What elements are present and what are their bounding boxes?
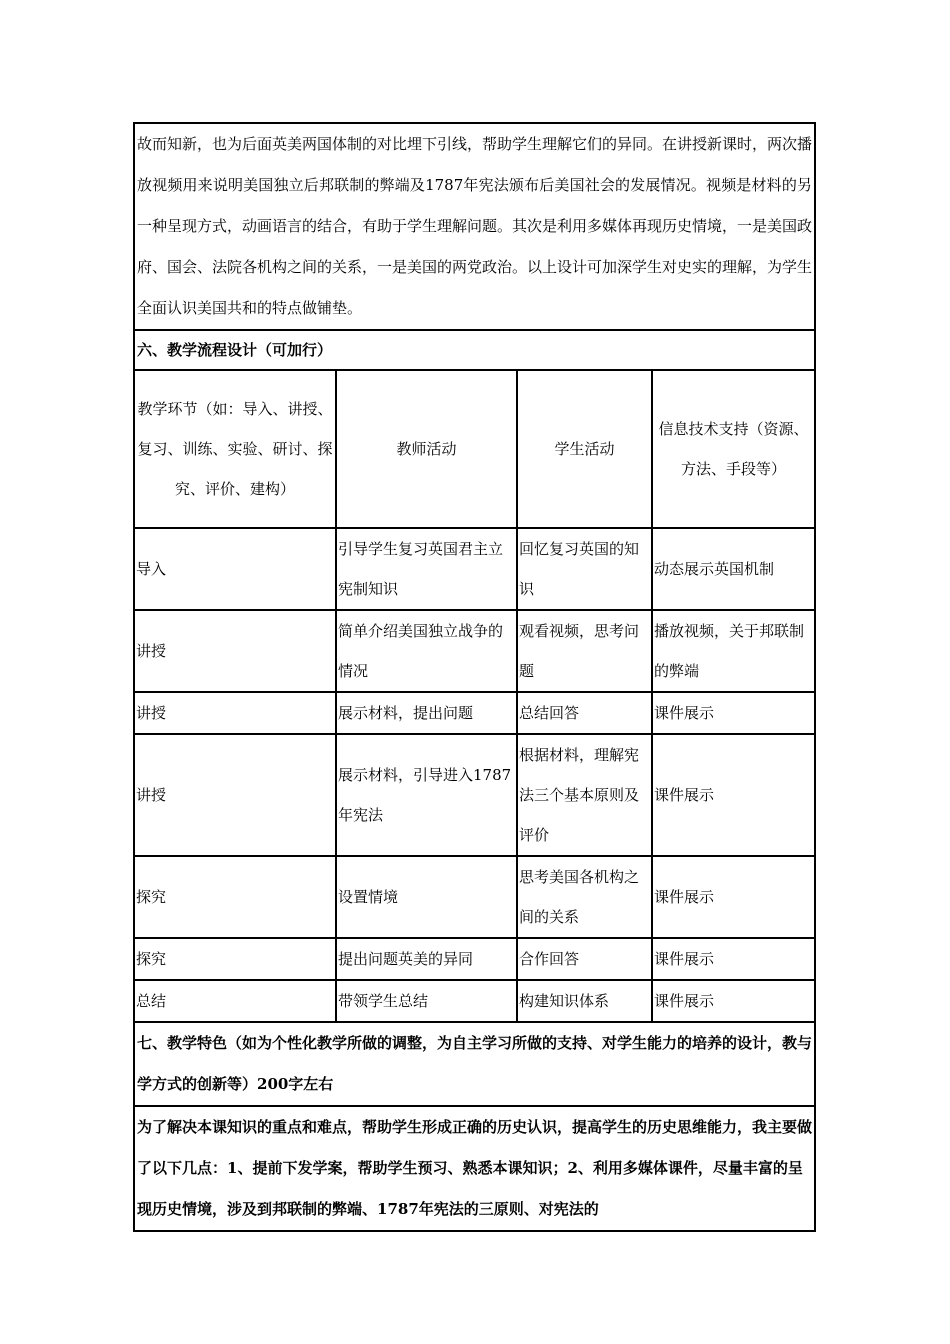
table-row	[134, 938, 815, 980]
cell-teacher: 设置情境	[336, 856, 517, 938]
col-header-tech: 信息技术支持（资源、方法、手段等）	[652, 370, 815, 528]
table-row	[134, 692, 815, 734]
lesson-plan-table	[133, 122, 816, 1232]
cell-stage: 探究	[134, 938, 336, 980]
cell-teacher: 提出问题英美的异同	[336, 938, 517, 980]
section6-title: 六、教学流程设计（可加行）	[134, 330, 815, 370]
cell-teacher: 展示材料，提出问题	[336, 692, 517, 734]
cell-teacher: 展示材料，引导进入1787年宪法	[336, 734, 517, 856]
cell-tech: 课件展示	[652, 692, 815, 734]
cell-student: 构建知识体系	[517, 980, 652, 1022]
cell-student: 总结回答	[517, 692, 652, 734]
cell-teacher: 简单介绍美国独立战争的情况	[336, 610, 517, 692]
section6-header-row	[134, 330, 815, 370]
cell-tech: 播放视频，关于邦联制的弊端	[652, 610, 815, 692]
cell-stage: 讲授	[134, 610, 336, 692]
cell-stage: 总结	[134, 980, 336, 1022]
column-header-row	[134, 370, 815, 528]
cell-stage: 探究	[134, 856, 336, 938]
col-header-student: 学生活动	[517, 370, 652, 528]
cell-student: 观看视频，思考问题	[517, 610, 652, 692]
cell-tech: 课件展示	[652, 856, 815, 938]
cell-stage: 讲授	[134, 734, 336, 856]
cell-tech: 动态展示英国机制	[652, 528, 815, 610]
col-header-stage: 教学环节（如：导入、讲授、复习、训练、实验、研讨、探究、评价、建构）	[134, 370, 336, 528]
cell-teacher: 引导学生复习英国君主立宪制知识	[336, 528, 517, 610]
cell-stage: 讲授	[134, 692, 336, 734]
cell-stage: 导入	[134, 528, 336, 610]
cell-teacher: 带领学生总结	[336, 980, 517, 1022]
document-page	[133, 122, 814, 1232]
intro-row	[134, 123, 815, 330]
section7-header-row	[134, 1022, 815, 1106]
table-row	[134, 856, 815, 938]
cell-student: 合作回答	[517, 938, 652, 980]
table-row	[134, 610, 815, 692]
intro-paragraph: 故而知新，也为后面英美两国体制的对比埋下引线，帮助学生理解它们的异同。在讲授新课时，两次播放视频用来说明美国独立后邦联制的弊端及1787年宪法颁布后美国社会的发展情况。视频是材料的另一种呈现方式，动画语言的结合，有助于学生理解问题。其次是利用多媒体再现历史情境，一是美国政府、国会、法院各机构之间的关系，一是美国的两党政治。以上设计可加深学生对史实的理解，为学生全面认识美国共和的特点做铺垫。	[134, 123, 815, 330]
section7-body-row	[134, 1106, 815, 1231]
section7-title: 七、教学特色（如为个性化教学所做的调整，为自主学习所做的支持、对学生能力的培养的设计，教与学方式的创新等）200字左右	[134, 1022, 815, 1106]
table-row	[134, 528, 815, 610]
cell-tech: 课件展示	[652, 734, 815, 856]
section7-text: 为了解决本课知识的重点和难点，帮助学生形成正确的历史认识，提高学生的历史思维能力，我主要做了以下几点：1、提前下发学案，帮助学生预习、熟悉本课知识；2、利用多媒体课件，尽量丰富的呈现历史情境，涉及到邦联制的弊端、1787年宪法的三原则、对宪法的	[134, 1106, 815, 1231]
cell-tech: 课件展示	[652, 938, 815, 980]
cell-student: 根据材料，理解宪法三个基本原则及评价	[517, 734, 652, 856]
cell-student: 思考美国各机构之间的关系	[517, 856, 652, 938]
cell-tech: 课件展示	[652, 980, 815, 1022]
col-header-teacher: 教师活动	[336, 370, 517, 528]
table-row	[134, 734, 815, 856]
cell-student: 回忆复习英国的知识	[517, 528, 652, 610]
table-row	[134, 980, 815, 1022]
